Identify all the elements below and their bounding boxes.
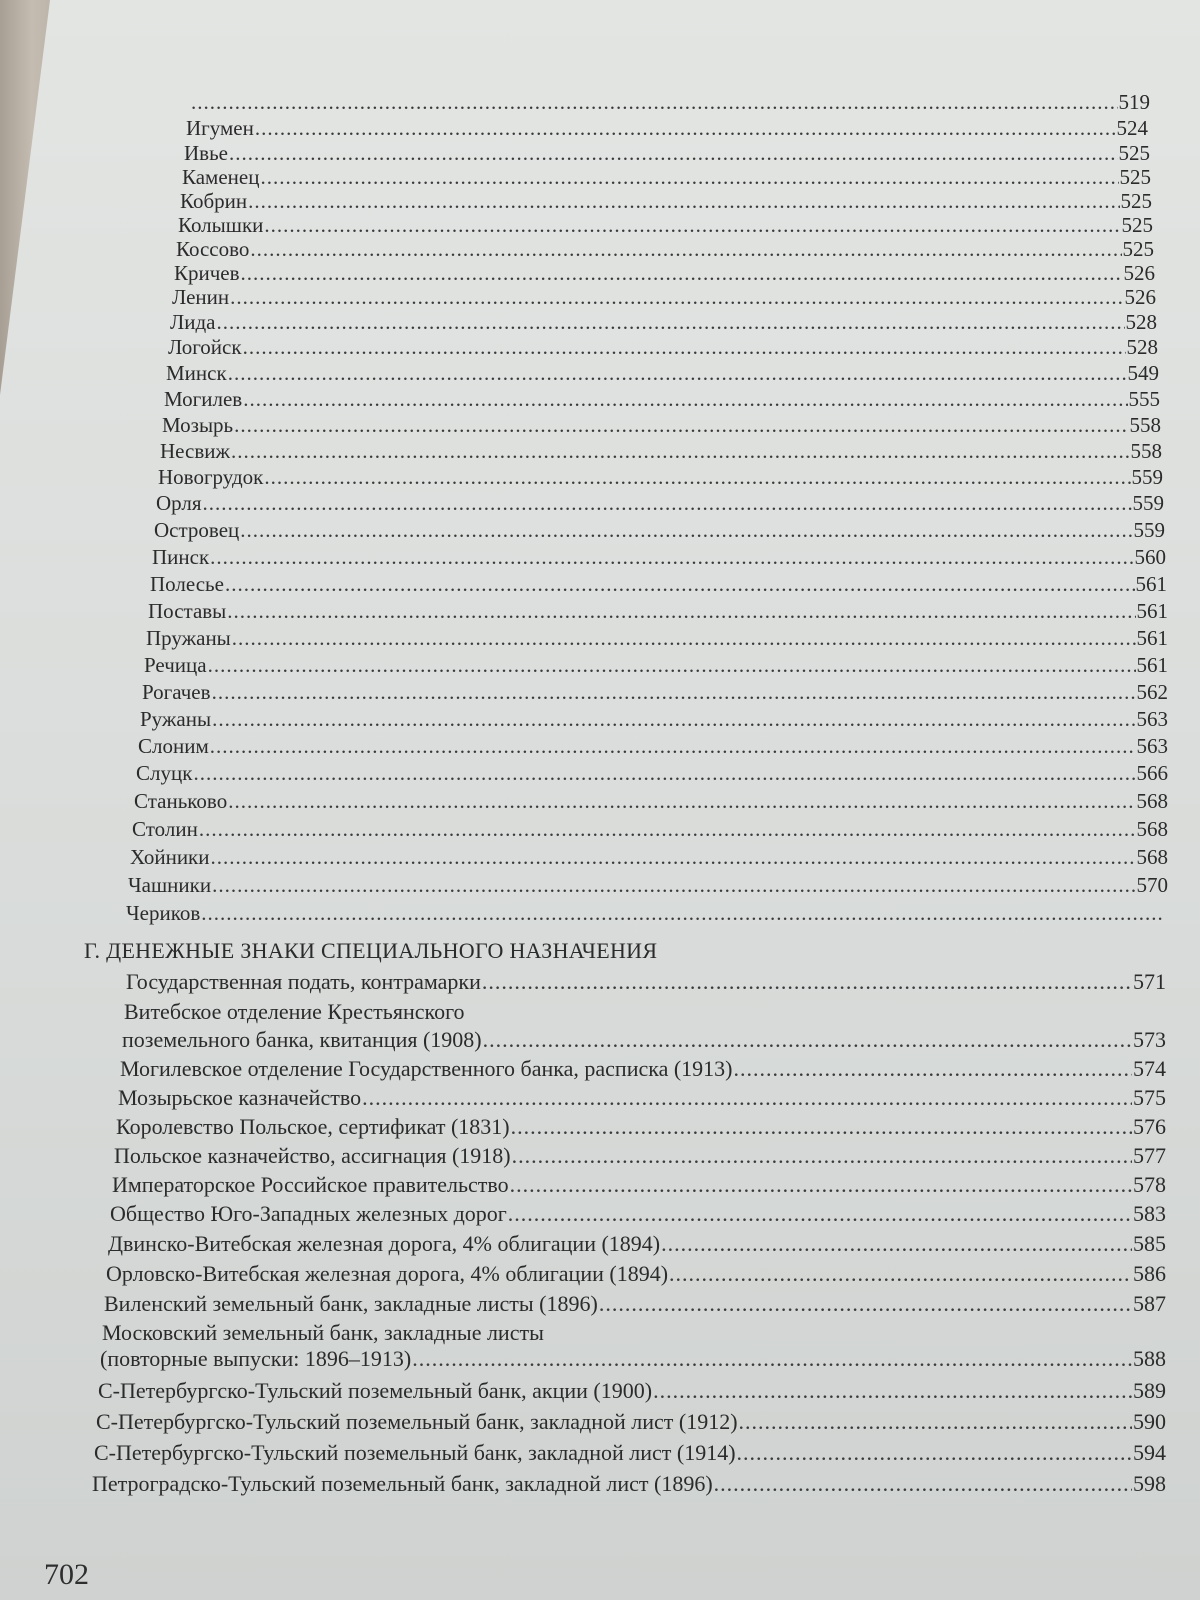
- toc-entry-title: Кобрин: [180, 189, 248, 213]
- toc-entry: [100, 1344, 1166, 1374]
- toc-entry: [118, 1083, 1166, 1113]
- leader-dots: [227, 596, 1135, 626]
- toc-entry: [134, 786, 1168, 816]
- toc-entry: [138, 731, 1168, 761]
- toc-entry-page: 568: [1136, 845, 1168, 869]
- toc-entry-title: Общество Юго-Западных железных дорог: [110, 1201, 507, 1226]
- toc-entry-page: 587: [1133, 1291, 1166, 1316]
- toc-entry-title: Орля: [156, 491, 202, 515]
- toc-entry-title: Коссово: [176, 237, 250, 261]
- toc-entry: [146, 623, 1168, 653]
- toc-entry-title: Минск: [166, 361, 227, 385]
- toc-entry-page: 589: [1133, 1378, 1166, 1403]
- leader-dots: [228, 786, 1135, 816]
- toc-entry-title: Витебское отделение Крестьянского: [124, 999, 465, 1024]
- toc-entry-title: Лида: [170, 310, 216, 334]
- leader-dots: [483, 1025, 1132, 1055]
- toc-entry-page: 549: [1127, 361, 1159, 385]
- toc-entry-page: 558: [1130, 439, 1162, 463]
- leader-dots: [232, 623, 1136, 653]
- toc-entry-title: поземельного банка, квитанция (1908): [122, 1027, 482, 1052]
- toc-entry-page: 526: [1123, 261, 1155, 285]
- toc-entry-title: Логойск: [168, 335, 242, 359]
- toc-entry-title: Московский земельный банк, закладные листы: [102, 1320, 544, 1345]
- toc-entry: [126, 898, 1166, 928]
- leader-dots: [208, 650, 1136, 680]
- toc-entry-title: С-Петербургско-Тульский поземельный банк, закладной лист (1914): [94, 1440, 736, 1465]
- toc-entry-page: 571: [1133, 969, 1166, 994]
- toc-entry-title: Петроградско-Тульский поземельный банк, закладной лист (1896): [92, 1471, 713, 1496]
- toc-entry-page: 563: [1136, 734, 1168, 758]
- toc-entry-page: 570: [1136, 873, 1168, 897]
- toc-entry: [136, 758, 1168, 788]
- leader-dots: [225, 569, 1135, 599]
- leader-dots: [661, 1229, 1132, 1259]
- toc-entry-title: Поставы: [148, 599, 227, 623]
- toc-entry-page: 586: [1133, 1261, 1166, 1286]
- page-number: 702: [44, 1558, 89, 1591]
- toc-entry-title: Каменец: [182, 165, 260, 189]
- toc-entry-page: 578: [1133, 1172, 1166, 1197]
- toc-entry-title: Новогрудок: [158, 465, 264, 489]
- toc-entry-title: Слоним: [138, 734, 209, 758]
- toc-entry-title: Кричев: [174, 261, 240, 285]
- leader-dots: [212, 704, 1135, 734]
- toc-entry-title: Станьково: [134, 789, 228, 813]
- toc-entry-title: Чашники: [128, 873, 212, 897]
- toc-entry-title: Ивье: [184, 141, 228, 165]
- toc-entry: [124, 997, 1164, 1027]
- leader-dots: [512, 1141, 1132, 1171]
- toc-entry-page: 575: [1133, 1085, 1166, 1110]
- toc-entry-title: С-Петербургско-Тульский поземельный банк, акции (1900): [98, 1378, 653, 1403]
- toc-entry-page: 574: [1133, 1056, 1166, 1081]
- toc-entry-page: 555: [1128, 387, 1160, 411]
- toc-entry: [128, 870, 1168, 900]
- leader-dots: [511, 1112, 1132, 1142]
- toc-entry-page: 558: [1129, 413, 1161, 437]
- toc-entry: [142, 677, 1168, 707]
- leader-dots: [362, 1083, 1132, 1113]
- toc-entry-page: 559: [1133, 518, 1165, 542]
- toc-entry-page: 528: [1126, 335, 1158, 359]
- toc-entry-title: Королевство Польское, сертификат (1831): [116, 1114, 510, 1139]
- toc-entry: [98, 1376, 1166, 1406]
- toc-entry-title: Пинск: [152, 545, 210, 569]
- toc-entry-page: 568: [1136, 817, 1168, 841]
- toc-entry: [114, 1141, 1166, 1171]
- toc-entry-page: 566: [1136, 761, 1168, 785]
- toc-entry: [156, 488, 1164, 518]
- toc-entry-title: Мозырьское казначейство: [118, 1085, 362, 1110]
- toc-entry-title: Слуцк: [136, 761, 193, 785]
- toc-entry-title: Могилевское отделение Государственного банка, расписка (1913): [120, 1056, 733, 1081]
- toc-entry-title: Орловско-Витебская железная дорога, 4% облигации (1894): [106, 1261, 669, 1286]
- toc-entry-title: Польское казначейство, ассигнация (1918): [114, 1143, 511, 1168]
- leader-dots: [203, 488, 1132, 518]
- toc-entry-title: Государственная подать, контрамарки: [126, 969, 481, 994]
- toc-entry: [130, 842, 1168, 872]
- toc-entry-page: 562: [1136, 680, 1168, 704]
- toc-entry-page: 576: [1133, 1114, 1166, 1139]
- toc-entry-page: 563: [1136, 707, 1168, 731]
- toc-entry-page: 594: [1133, 1440, 1166, 1465]
- leader-dots: [653, 1376, 1132, 1406]
- toc-entry-page: 585: [1133, 1231, 1166, 1256]
- toc-entry-title: Ружаны: [140, 707, 212, 731]
- toc-entry-page: 561: [1136, 626, 1168, 650]
- leader-dots: [201, 898, 1165, 928]
- toc-entry: [120, 1054, 1166, 1084]
- toc-entry-page: 577: [1133, 1143, 1166, 1168]
- toc-entry: [144, 650, 1168, 680]
- toc-entry-title: Хойники: [130, 845, 210, 869]
- toc-entry: [132, 814, 1168, 844]
- leader-dots: [669, 1259, 1132, 1289]
- toc-entry: [152, 542, 1166, 572]
- toc-entry-page: 525: [1121, 213, 1153, 237]
- toc-entry-page: 528: [1125, 310, 1157, 334]
- toc-entry-page: 525: [1119, 165, 1151, 189]
- toc-entry-title: Виленский земельный банк, закладные листы (1896): [104, 1291, 598, 1316]
- toc-entry-page: 525: [1122, 237, 1154, 261]
- leader-dots: [508, 1199, 1132, 1229]
- toc-entry-page: 560: [1134, 545, 1166, 569]
- toc-entry-title: Столин: [132, 817, 198, 841]
- toc-entry-page: 525: [1120, 189, 1152, 213]
- toc-entry-title: Двинско-Витебская железная дорога, 4% облигации (1894): [108, 1231, 661, 1256]
- leader-dots: [210, 542, 1133, 572]
- toc-entry-page: 573: [1133, 1027, 1166, 1052]
- toc-entry-title: Императорское Российское правительство: [112, 1172, 509, 1197]
- leader-dots: [482, 967, 1132, 997]
- toc-entry: [92, 1469, 1166, 1499]
- toc-entry: [108, 1229, 1166, 1259]
- toc-entry: [96, 1407, 1166, 1437]
- toc-entry-page: 561: [1136, 599, 1168, 623]
- toc-entry-page: 561: [1136, 653, 1168, 677]
- leader-dots: [412, 1344, 1132, 1374]
- toc-entry-page: 598: [1133, 1471, 1166, 1496]
- toc-entry-title: Островец: [154, 518, 240, 542]
- leader-dots: [739, 1407, 1132, 1437]
- toc-entry: [110, 1199, 1166, 1229]
- leader-dots: [212, 870, 1135, 900]
- leader-dots: [212, 677, 1136, 707]
- toc-entry: [112, 1170, 1166, 1200]
- toc-entry-page: 526: [1124, 285, 1156, 309]
- toc-entry-page: 583: [1133, 1201, 1166, 1226]
- toc-entry: [148, 596, 1168, 626]
- leader-dots: [199, 814, 1136, 844]
- leader-dots: [240, 515, 1132, 545]
- section-heading: Г. ДЕНЕЖНЫЕ ЗНАКИ СПЕЦИАЛЬНОГО НАЗНАЧЕНИЯ: [84, 938, 658, 963]
- toc-entry: [122, 1025, 1166, 1055]
- toc-entry-title: Рогачев: [142, 680, 211, 704]
- toc-entry-page: 561: [1135, 572, 1167, 596]
- toc-entry-page: 590: [1133, 1409, 1166, 1434]
- toc-entry-title: (повторные выпуски: 1896–1913): [100, 1346, 412, 1371]
- leader-dots: [210, 731, 1136, 761]
- toc-entry-title: Мозырь: [162, 413, 234, 437]
- toc-entry: [126, 967, 1166, 997]
- toc-entry: [104, 1289, 1166, 1319]
- toc-entry-page: 559: [1132, 491, 1164, 515]
- toc-entry-title: Речица: [144, 653, 207, 677]
- toc-entry-title: С-Петербургско-Тульский поземельный банк, закладной лист (1912): [96, 1409, 738, 1434]
- toc-entry-title: Пружаны: [146, 626, 231, 650]
- toc-entry: [116, 1112, 1166, 1142]
- toc-entry: [150, 569, 1167, 599]
- toc-entry: [140, 704, 1168, 734]
- toc-entry-title: Могилев: [164, 387, 243, 411]
- toc-entry-title: Чериков: [126, 901, 201, 925]
- toc-entry-page: 568: [1136, 789, 1168, 813]
- toc-entry-page: 524: [1116, 116, 1148, 140]
- leader-dots: [510, 1170, 1132, 1200]
- toc-entry-page: 588: [1133, 1346, 1166, 1371]
- toc-entry-page: 519: [1118, 90, 1150, 114]
- leader-dots: [734, 1054, 1133, 1084]
- toc-entry: [94, 1438, 1166, 1468]
- leader-dots: [599, 1289, 1132, 1319]
- toc-entry-page: 559: [1131, 465, 1163, 489]
- toc-entry: [154, 515, 1165, 545]
- toc-entry-title: Несвиж: [160, 439, 230, 463]
- leader-dots: [737, 1438, 1132, 1468]
- leader-dots: [211, 842, 1136, 872]
- toc-entry-title: Игумен: [186, 116, 254, 140]
- leader-dots: [193, 758, 1135, 788]
- toc-entry-title: Ленин: [172, 285, 230, 309]
- toc-entry-title: Колышки: [178, 213, 264, 237]
- toc-entry-page: 525: [1118, 141, 1150, 165]
- toc-entry: [106, 1259, 1166, 1289]
- leader-dots: [714, 1469, 1132, 1499]
- toc-entry-title: Полесье: [150, 572, 224, 596]
